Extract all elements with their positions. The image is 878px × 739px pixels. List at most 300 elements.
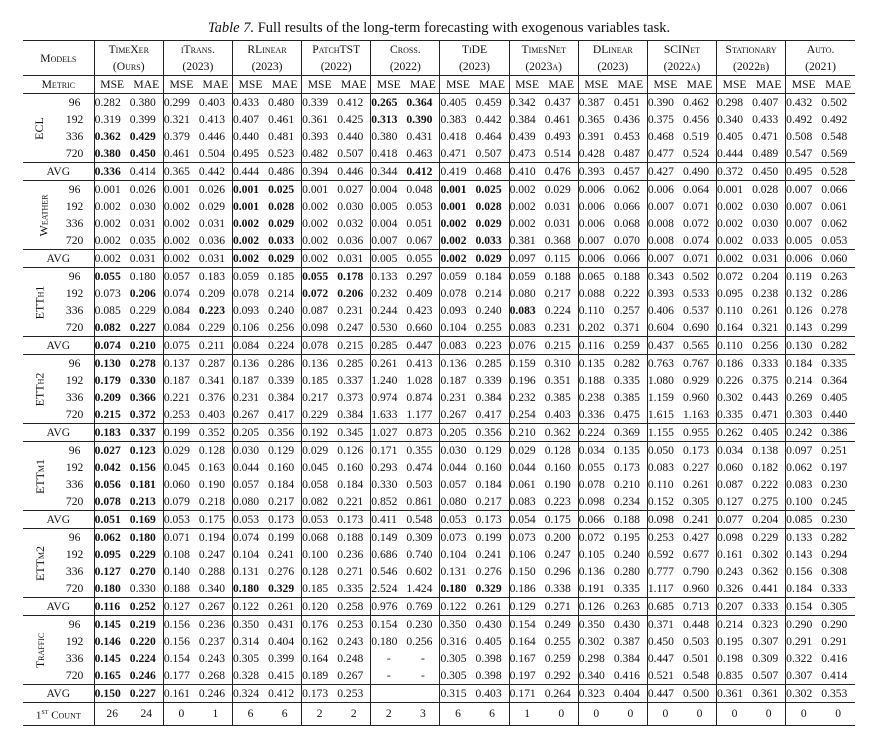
value-cell: 0.305: [440, 667, 476, 685]
value-cell: 0.416: [821, 652, 848, 665]
value-cell: 0.381: [509, 232, 545, 250]
value-cell: 0.339: [268, 374, 295, 387]
value-cell: 0.002: [302, 215, 338, 232]
value-cell: 0.398: [475, 652, 502, 665]
metric-mse: MSE: [94, 76, 130, 94]
value-cell: 0.128: [545, 442, 579, 460]
value-cell: 0.068: [613, 217, 640, 230]
avg-value: 0.259: [614, 337, 648, 355]
value-cell: 0.393: [647, 285, 683, 302]
avg-row: [23, 163, 855, 181]
horizon-cell: 336: [65, 391, 84, 404]
value-cell: 0.333: [752, 355, 786, 373]
value-cell: 0.180: [130, 268, 164, 286]
best-value: 0.029: [268, 252, 295, 265]
value-cell: 0.592: [647, 546, 683, 563]
value-cell: 0.095: [717, 285, 753, 302]
best-value: 0.074: [94, 339, 121, 352]
value-cell: [130, 529, 164, 547]
avg-value: 0.173: [302, 685, 338, 703]
value-cell: 0.162: [302, 633, 338, 650]
avg-value: 0.468: [476, 163, 510, 181]
value-cell: 0.100: [786, 493, 822, 511]
avg-value: 0.450: [752, 163, 786, 181]
best-value: 0.329: [475, 582, 502, 595]
avg-value: 1.155: [647, 424, 683, 442]
best-value: 0.130: [94, 357, 121, 370]
value-cell: 0.436: [613, 113, 640, 126]
value-cell: 0.423: [406, 304, 433, 317]
value-cell: 0.187: [440, 372, 476, 389]
value-cell: 0.138: [752, 442, 786, 460]
model-name: PatchTST: [312, 43, 361, 56]
model-header: [371, 41, 440, 76]
value-cell: 1.615: [647, 406, 683, 424]
value-cell: 0.044: [232, 459, 268, 476]
value-cell: 0.055: [578, 459, 614, 476]
value-cell: 0.133: [786, 529, 822, 547]
count-value: 0: [752, 703, 786, 726]
value-cell: 0.387: [613, 635, 640, 648]
avg-value: 0.175: [545, 511, 579, 529]
value-cell: 0.302: [752, 548, 779, 561]
value-cell: 0.204: [752, 268, 786, 286]
value-cell: 0.341: [198, 374, 225, 387]
value-cell: 0.495: [232, 145, 268, 163]
best-value: 0.027: [94, 444, 121, 457]
best-value: 0.001: [440, 200, 467, 213]
value-cell: 0.051: [406, 217, 433, 230]
value-cell: 0.375: [752, 374, 779, 387]
value-cell: 0.035: [129, 234, 156, 247]
value-cell: 0.305: [440, 650, 476, 667]
best-value: 0.145: [94, 652, 121, 665]
avg-value: [268, 250, 302, 268]
value-cell: 0.338: [544, 582, 571, 595]
value-cell: 0.326: [717, 580, 753, 598]
avg-value: 0.122: [440, 598, 476, 616]
value-cell: 0.546: [371, 563, 407, 580]
avg-value: 0.223: [476, 337, 510, 355]
avg-value: 0.054: [509, 511, 545, 529]
value-cell: [440, 215, 476, 232]
value-cell: 0.197: [821, 461, 848, 474]
metric-mse: MSE: [163, 76, 199, 94]
count-value: 1: [509, 703, 545, 726]
avg-value: 0.263: [614, 598, 648, 616]
avg-value: 0.031: [199, 250, 233, 268]
value-cell: 0.221: [163, 389, 199, 406]
value-cell: 0.001: [717, 181, 753, 199]
best-value: 0.329: [268, 582, 295, 595]
count-label-sup: st: [41, 707, 49, 716]
model-year: (2022): [320, 60, 352, 73]
avg-value: 0.066: [578, 511, 614, 529]
value-cell: 0.302: [717, 389, 753, 406]
value-cell: 0.271: [337, 565, 364, 578]
caption-label: Table 7.: [207, 20, 255, 36]
value-cell: [406, 111, 440, 128]
best-value: 0.227: [129, 321, 156, 334]
value-cell: 0.160: [268, 461, 295, 474]
value-cell: 0.291: [821, 635, 848, 648]
value-cell: 0.171: [371, 442, 407, 460]
value-cell: 0.471: [440, 145, 476, 163]
value-cell: [232, 580, 268, 598]
value-cell: 0.002: [163, 232, 199, 250]
value-cell: [130, 128, 164, 145]
avg-value: 0.315: [440, 685, 476, 703]
value-cell: 0.185: [302, 372, 338, 389]
value-cell: 0.428: [578, 145, 614, 163]
value-cell: [94, 546, 130, 563]
value-cell: 0.199: [476, 529, 510, 547]
model-name: Auto.: [806, 43, 835, 56]
model-year: (2023): [459, 60, 490, 73]
value-cell: 0.182: [752, 461, 779, 474]
best-value: 0.224: [129, 652, 156, 665]
value-cell: 0.053: [406, 200, 433, 213]
value-cell: 0.305: [232, 650, 268, 667]
value-cell: 0.406: [647, 302, 683, 319]
value-cell: 0.059: [440, 268, 476, 286]
value-cell: 0.380: [130, 94, 164, 112]
value-cell: 0.533: [682, 287, 710, 300]
count-value: 0: [614, 703, 648, 726]
value-cell: 0.383: [440, 111, 476, 128]
best-value: 0.215: [94, 408, 121, 421]
best-value: 0.127: [94, 565, 121, 578]
count-row: [23, 703, 855, 726]
best-value: 0.227: [129, 687, 156, 700]
best-value: 0.179: [94, 374, 121, 387]
value-cell: 0.154: [163, 650, 199, 667]
value-cell: 0.131: [232, 563, 268, 580]
value-cell: 0.236: [199, 616, 233, 634]
value-cell: 0.236: [337, 548, 364, 561]
value-cell: 0.097: [786, 442, 822, 460]
table-row: [23, 94, 855, 112]
value-cell: 0.188: [578, 372, 614, 389]
avg-value: 0.437: [647, 337, 683, 355]
value-cell: [130, 633, 164, 650]
value-cell: 0.247: [544, 548, 571, 561]
value-cell: 0.282: [94, 94, 130, 112]
avg-value: 0.713: [683, 598, 717, 616]
value-cell: 0.244: [371, 302, 407, 319]
value-cell: 0.068: [302, 529, 338, 547]
value-cell: 0.074: [163, 285, 199, 302]
value-cell: [476, 198, 510, 215]
value-cell: 0.005: [371, 198, 407, 215]
value-cell: 0.234: [613, 495, 640, 508]
model-year: (2022a): [663, 60, 701, 73]
value-cell: 0.414: [821, 669, 848, 682]
value-cell: 0.298: [578, 650, 614, 667]
avg-value: 0.362: [545, 424, 579, 442]
value-cell: 0.164: [717, 319, 753, 337]
value-cell: 0.214: [786, 372, 822, 389]
avg-value: [94, 424, 130, 442]
value-cell: 0.073: [509, 529, 545, 547]
best-value: 0.246: [129, 669, 156, 682]
value-cell: 0.777: [647, 563, 683, 580]
value-cell: 0.310: [545, 355, 579, 373]
value-cell: 0.432: [786, 94, 822, 112]
table-row: [23, 181, 855, 199]
value-cell: 0.060: [163, 476, 199, 493]
avg-row: [23, 250, 855, 268]
best-value: 0.123: [129, 444, 156, 457]
avg-value: 0.352: [199, 424, 233, 442]
value-cell: 0.005: [786, 232, 822, 250]
avg-value: [440, 250, 476, 268]
value-cell: 0.224: [544, 304, 571, 317]
model-header: [302, 41, 371, 76]
best-value: 0.029: [475, 217, 502, 230]
model-header: [440, 41, 509, 76]
horizon-cell: 96: [56, 94, 95, 112]
value-cell: [302, 285, 338, 302]
value-cell: 0.007: [786, 215, 822, 232]
value-cell: 0.232: [509, 389, 545, 406]
value-cell: 0.282: [821, 529, 855, 547]
avg-value: 0.427: [647, 163, 683, 181]
value-cell: 0.379: [163, 128, 199, 145]
value-cell: 0.190: [198, 478, 225, 491]
value-cell: 0.163: [198, 461, 225, 474]
avg-value: 0.083: [440, 337, 476, 355]
value-cell: 0.433: [232, 94, 268, 112]
model-header: [717, 41, 786, 76]
value-cell: 0.278: [821, 304, 848, 317]
value-cell: 1.424: [406, 582, 433, 595]
value-cell: 0.106: [509, 546, 545, 563]
value-cell: 0.066: [613, 200, 640, 213]
avg-value: [406, 163, 440, 181]
value-cell: 0.061: [821, 200, 848, 213]
value-cell: 0.230: [821, 478, 848, 491]
horizon-cell: 720: [65, 669, 84, 682]
avg-value: 0.192: [302, 424, 338, 442]
value-cell: 0.067: [406, 234, 433, 247]
metric-mse: MSE: [786, 76, 822, 94]
value-cell: 0.290: [821, 616, 855, 634]
model-header: [232, 41, 301, 76]
value-cell: 0.033: [752, 234, 779, 247]
value-cell: 0.030: [752, 217, 779, 230]
horizon-cell: 96: [56, 181, 95, 199]
table-row: [23, 215, 855, 232]
avg-value: 0.528: [821, 163, 855, 181]
value-cell: 0.214: [717, 616, 753, 634]
value-cell: 0.032: [337, 217, 364, 230]
value-cell: 0.083: [509, 493, 545, 511]
value-cell: 0.140: [163, 563, 199, 580]
best-value: 0.001: [440, 183, 467, 196]
count-value: 0: [545, 703, 579, 726]
best-value: 0.002: [440, 234, 467, 247]
value-cell: 0.243: [337, 635, 364, 648]
value-cell: 0.247: [198, 548, 225, 561]
model-year: (2023): [182, 60, 214, 73]
value-cell: [371, 94, 407, 112]
best-value: 0.265: [371, 96, 398, 109]
avg-value: 0.565: [683, 337, 717, 355]
count-value: 6: [232, 703, 268, 726]
value-cell: 0.084: [163, 319, 199, 337]
value-cell: 0.104: [440, 546, 476, 563]
value-cell: 1.163: [682, 408, 710, 421]
value-cell: 0.106: [232, 319, 268, 337]
value-cell: 0.061: [509, 476, 545, 493]
best-value: 0.033: [268, 234, 295, 247]
value-cell: 0.371: [613, 321, 640, 334]
count-value: 3: [406, 703, 440, 726]
value-cell: 0.441: [752, 582, 779, 595]
value-cell: 0.763: [647, 355, 683, 373]
value-cell: 0.447: [647, 650, 683, 667]
value-cell: 0.519: [682, 130, 710, 143]
value-cell: [406, 94, 440, 112]
value-cell: 0.269: [786, 389, 822, 406]
value-cell: [199, 302, 233, 319]
avg-value: 0.955: [683, 424, 717, 442]
value-cell: 0.405: [717, 128, 753, 145]
value-cell: 0.026: [199, 181, 233, 199]
avg-value: 0.302: [786, 685, 822, 703]
value-cell: 0.602: [406, 565, 433, 578]
value-cell: 0.002: [717, 198, 753, 215]
best-value: 0.180: [94, 582, 121, 595]
count-value: 0: [786, 703, 822, 726]
value-cell: 0.129: [476, 442, 510, 460]
value-cell: 0.002: [302, 198, 338, 215]
value-cell: 0.261: [371, 355, 407, 373]
value-cell: 0.446: [198, 130, 225, 143]
best-value: 0.223: [198, 304, 225, 317]
avg-value: 0.305: [821, 598, 855, 616]
value-cell: 0.006: [647, 181, 683, 199]
value-cell: 1.080: [647, 372, 683, 389]
best-value: 0.220: [129, 635, 156, 648]
value-cell: 0.217: [544, 287, 571, 300]
value-cell: 0.405: [475, 635, 502, 648]
value-cell: 0.048: [406, 181, 440, 199]
avg-value: 0.173: [476, 511, 510, 529]
value-cell: 0.136: [302, 355, 338, 373]
value-cell: 0.098: [717, 529, 753, 547]
avg-value: 0.548: [406, 511, 440, 529]
value-cell: 0.007: [647, 198, 683, 215]
value-cell: 0.180: [371, 633, 407, 650]
dataset-name: Weather: [36, 194, 51, 236]
horizon-cell: 336: [65, 565, 84, 578]
value-cell: 0.413: [198, 113, 225, 126]
avg-value: 0.097: [509, 250, 545, 268]
value-cell: 0.462: [683, 94, 717, 112]
avg-value: 0.447: [406, 337, 440, 355]
table-row: [23, 616, 855, 634]
best-value: 0.252: [129, 600, 156, 613]
horizon-cell: 720: [65, 147, 84, 160]
value-cell: 0.417: [475, 408, 502, 421]
value-cell: 1.117: [647, 580, 683, 598]
value-cell: 0.340: [578, 667, 614, 685]
value-cell: 0.328: [232, 667, 268, 685]
value-cell: 0.008: [647, 232, 683, 250]
value-cell: 0.442: [475, 113, 502, 126]
best-value: 0.145: [94, 618, 121, 631]
value-cell: [268, 181, 302, 199]
value-cell: 0.002: [94, 198, 130, 215]
value-cell: 0.398: [475, 669, 502, 682]
value-cell: [94, 389, 130, 406]
value-cell: 0.430: [476, 616, 510, 634]
value-cell: 0.065: [578, 268, 614, 286]
avg-value: 0.446: [337, 163, 371, 181]
avg-value: 0.006: [578, 250, 614, 268]
value-cell: 0.314: [232, 633, 268, 650]
best-value: 0.169: [129, 513, 156, 526]
value-cell: 0.481: [268, 130, 295, 143]
value-cell: 0.240: [475, 304, 502, 317]
avg-value: 0.873: [406, 424, 440, 442]
value-cell: 0.384: [613, 652, 640, 665]
metric-mae: MAE: [130, 76, 164, 94]
avg-value: 0.414: [130, 163, 164, 181]
table-row: [23, 355, 855, 373]
value-cell: [440, 198, 476, 215]
value-cell: 0.474: [406, 461, 433, 474]
value-cell: 0.126: [786, 302, 822, 319]
value-cell: 0.364: [821, 374, 848, 387]
value-cell: 0.029: [302, 442, 338, 460]
value-cell: 0.083: [647, 459, 683, 476]
avg-value: 0.122: [232, 598, 268, 616]
horizon-cell: 96: [56, 529, 95, 547]
avg-value: 0.344: [371, 163, 407, 181]
avg-value: 0.405: [752, 424, 786, 442]
avg-row: [23, 337, 855, 355]
value-cell: 0.282: [614, 355, 648, 373]
best-value: 0.055: [302, 270, 329, 283]
value-cell: 0.002: [509, 181, 545, 199]
value-cell: 0.031: [129, 217, 156, 230]
count-label: [23, 703, 94, 726]
avg-value: 0.002: [94, 250, 130, 268]
count-label-pre: 1: [35, 709, 42, 722]
value-cell: [94, 650, 130, 667]
best-value: 0.330: [129, 374, 156, 387]
value-cell: 0.261: [752, 304, 779, 317]
value-cell: 0.245: [821, 495, 848, 508]
model-header: [163, 41, 232, 76]
value-cell: [94, 529, 130, 547]
avg-value: 0.324: [232, 685, 268, 703]
header-models-row: [23, 41, 855, 76]
best-value: 0.042: [94, 461, 121, 474]
value-cell: 0.418: [371, 145, 407, 163]
horizon-cell: 96: [56, 355, 95, 373]
best-value: 0.336: [94, 165, 121, 178]
value-cell: 0.492: [821, 113, 848, 126]
value-cell: 0.030: [440, 442, 476, 460]
value-cell: 1.028: [406, 374, 433, 387]
model-header: [578, 41, 647, 76]
value-cell: 0.960: [682, 391, 710, 404]
avg-value: 0.173: [337, 511, 371, 529]
